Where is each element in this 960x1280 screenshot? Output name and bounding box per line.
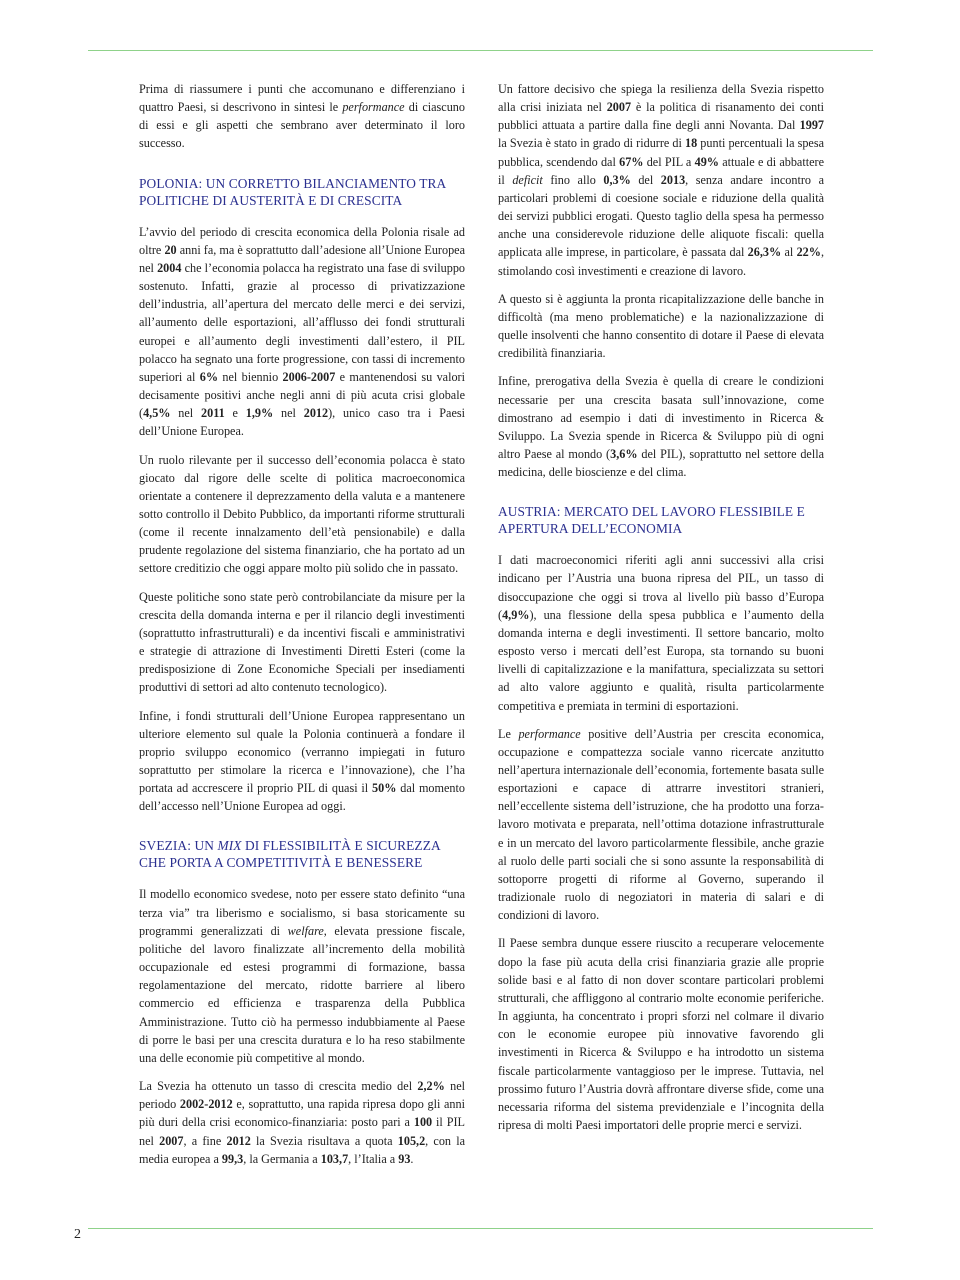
svezia-paragraph-2: La Svezia ha ottenuto un tasso di crescita medio del 2,2% nel periodo 2002-2012 e, soprattutto, una rapida ripresa dopo gli anni più duri della crisi economico-finanziaria: posto pari a 100 il PIL nel 2007, a fine 2012 la Svezia risultava a quota 105,2, con la media europea a 99,3, la Germania a 103,7, l’Italia a 93. (139, 1079, 466, 1166)
svezia-paragraph-5: Infine, prerogativa della Svezia è quella di creare le condizioni necessarie per una crescita basata sull’innovazione, come dimostrano ad esempio i dati di investimento in Ricerca & Sviluppo. La Svezia spende in Ricerca & Sviluppo più di ogni altro Paese al mondo (3,6% del PIL), soprattutto nel settore della medicina, delle bioscienze e del clima. (498, 374, 825, 480)
intro-paragraph: Prima di riassumere i punti che accomunano e differenziano i quattro Paesi, si descrivono in sintesi le performance di ciascuno di essi e gli aspetti che sembrano aver determinato il loro successo. (139, 82, 465, 151)
austria-paragraph-3: Il Paese sembra dunque essere riuscito a recuperare velocemente dopo la fase più acuta della crisi finanziaria grazie alle proprie solide basi e al fatto di non dover scontare particolari problemi strutturali, che affliggono al contrario molte economie periferiche. In aggiunta, ha concentrato i propri sforzi nel colmare il divario con le economie europee più innovative favorendo gli investimenti in Ricerca & Sviluppo e ha introdotto un sistema fiscale particolarmente vantaggioso per le imprese. Tuttavia, nel prossimo futuro l’Austria dovrà affrontare diverse sfide, come una necessaria riforma del sistema previdenziale e l’incognita della ripresa di molti Paesi importatori delle proprie merci e servizi. (498, 936, 824, 1132)
polonia-paragraph-2: Un ruolo rilevante per il successo dell’economia polacca è stato giocato dal rigore delle scelte di politica macroeconomica orientate a contenere il deprezzamento della valuta e a mantenere sotto controllo il Debito Pubblico, da importanti riforme strutturali (come il recente innalzamento dell’età pensionabile) e dalla prudente regolazione del sistema finanziario, che ha portato ad un settore creditizio che oggi appare molto più solido che in passato. (139, 452, 465, 576)
svezia-paragraph-1: Il modello economico svedese, noto per essere stato definito “una terza via” tra liberismo e socialismo, si basa storicamente su programmi generalizzati di welfare, elevata pressione fiscale, politiche del lavoro finalizzate all’incremento della mobilità occupazionale ed estesi programmi di formazione, bassa regolamentazione del mercato, ridotte barriere al libero commercio ed efficienza e trasparenza della Pubblica Amministrazione. Tutto ciò ha permesso indubbiamente al Paese di porre le basi per una crescita duratura e lo ha reso stabilmente una delle economie più competitive al mondo. (139, 887, 465, 1065)
page-number: 2 (74, 1227, 81, 1242)
svezia-paragraph-3: Un fattore decisivo che spiega la resilienza della Svezia rispetto alla crisi iniziata nel 2007 è la politica di risanamento dei conti pubblici attuata a partire dalla fine degli anni Novanta. Dal 1997 la Svezia è stato in grado di ridurre di 18 punti percentuali la spesa pubblica, scendendo dal 67% del PIL a 49% attuale e di abbattere il deficit fino allo 0,3% del 2013, senza andare incontro a particolari problemi di coesione sociale e riduzione della qualità dei servizi pubblici erogati. Questo taglio della spesa ha permesso anche una considerevole riduzione delle aliquote fiscali: quella applicata alle imprese, in particolare, è passata dal 26,3% al 22%, stimolando così investimenti e creazione di lavoro. (498, 82, 824, 278)
polonia-paragraph-3: Queste politiche sono state però controbilanciate da misure per la crescita della domanda interna e per il rilancio degli investimenti (soprattutto infrastrutturali) e da incentivi fiscali e amministrativi e strategie di attrazione di Investimenti Diretti Esteri (come la predisposizione di Zone Economiche Speciali per insediamenti produttivi di settori ad alto contenuto tecnologico). (139, 589, 465, 695)
bottom-divider (88, 1228, 873, 1229)
svezia-paragraph-4: A questo si è aggiunta la pronta ricapitalizzazione delle banche in difficoltà (ma meno problematiche) e la nazionalizzazione di quelle insolventi che hanno consentito di dotare il Paese di elevata credibilità finanziaria. (498, 291, 824, 361)
heading-polonia: POLONIA: UN CORRETTO BILANCIAMENTO TRA POLITICHE DI AUSTERITÀ E DI CRESCITA (139, 175, 446, 208)
top-divider (88, 50, 873, 51)
austria-paragraph-2: Le performance positive dell’Austria per crescita economica, occupazione e compattezza sociale vanno ricercate anzitutto nell’apertura internazionale dell’economia, fortemente basata sulle esportazioni e capace di attrarre investitori stranieri, nell’eccellente sistema dell’istruzione, che ha prodotto una forza-lavoro motivata e preparata, nell’ottima dotazione infrastrutturale e in un mercato del lavoro particolarmente flessibile, anche grazie al ruolo delle parti sociali che si sono assunte la responsabilità di sottoporre progetti di riforme al Governo, superando il tradizionale ruolo di negoziatori in materia di salari e di condizioni di lavoro. (498, 726, 824, 923)
heading-austria: AUSTRIA: MERCATO DEL LAVORO FLESSIBILE E APERTURA DELL’ECONOMIA (498, 504, 805, 537)
heading-svezia: SVEZIA: UN MIX DI FLESSIBILITÀ E SICUREZZA CHE PORTA A COMPETITIVITÀ E BENESSERE (139, 838, 441, 871)
polonia-paragraph-4: Infine, i fondi strutturali dell’Unione Europea rappresentano un ulteriore elemento sul quale la Polonia continuerà a fondare il proprio sviluppo economico (verranno impiegati in futuro soprattutto per stimolare la ricerca e l’innovazione), che l’ha portata ad accrescere il proprio PIL di quasi il 50% dal momento dell’accesso nell’Unione Europea ad oggi. (139, 708, 465, 814)
polonia-paragraph-1: L’avvio del periodo di crescita economica della Polonia risale ad oltre 20 anni fa, ma è soprattutto dall’adesione all’Unione Europea nel 2004 che l’economia polacca ha registrato una fase di sviluppo sostenuto. Infatti, grazie al processo di privatizzazione dell’industria, all’apertura del mercato delle merci e dei servizi, all’aumento delle esportazioni, all’afflusso dei fondi strutturali europei e all’aumento degli investimenti dall’estero, il PIL polacco ha segnato una forte progressione, con tassi di incremento superiori al 6% nel biennio 2006-2007 e mantenendosi su valori decisamente positivi anche negli anni di più acuta crisi globale (4,5% nel 2011 e 1,9% nel 2012), unico caso tra i Paesi dell’Unione Europea. (139, 224, 466, 439)
austria-paragraph-1: I dati macroeconomici riferiti agli anni successivi alla crisi indicano per l’Austria una buona ripresa del PIL, un tasso di disoccupazione che oggi si trova al livello più basso d’Europa (4,9%), una flessione della spesa pubblica e l’aumento della domanda interna e degli investimenti. Il settore bancario, molto esposto verso i mercati dell’est Europa, sta tornando su buoni livelli di capitalizzazione e la manifattura, specializzata su settori ad alto valore aggiunto e qualità, risulta particolarmente competitiva e premiata in termini di esportazioni. (498, 553, 824, 713)
left-column (139, 80, 465, 1178)
right-column (498, 80, 824, 1144)
